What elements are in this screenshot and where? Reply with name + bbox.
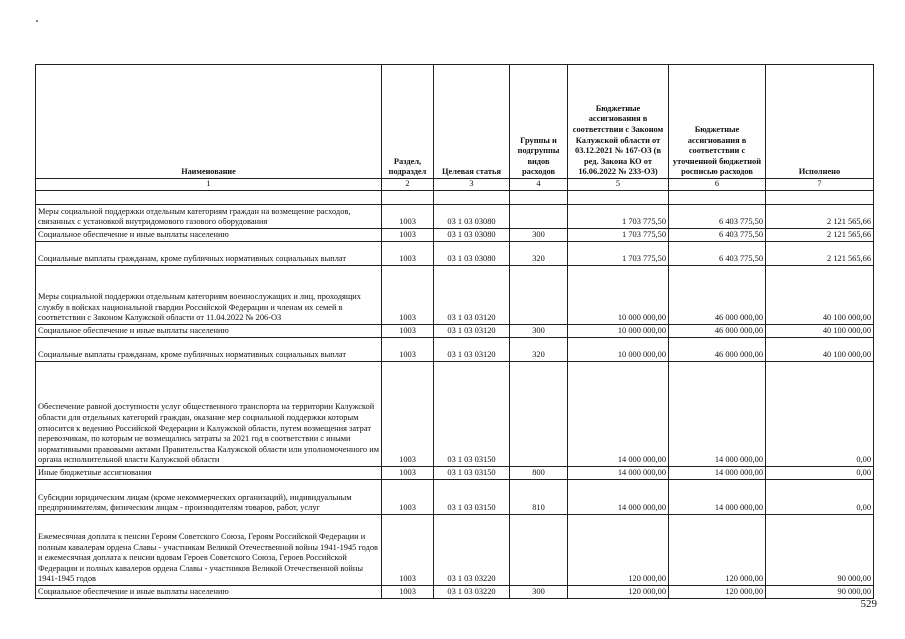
table-cell-group: 300 — [510, 325, 568, 338]
table-cell-assign-refined: 14 000 000,00 — [669, 467, 766, 480]
table-cell-group: 320 — [510, 338, 568, 362]
table-cell-name: Социальное обеспечение и иные выплаты населению — [36, 325, 382, 338]
table-row — [36, 242, 874, 266]
table-header-row — [36, 65, 874, 179]
table-cell-group: 320 — [510, 242, 568, 266]
table-cell-name: Меры социальной поддержки отдельным категориям военнослужащих и лиц, проходящих службу в войсках национальной гвардии Российской Федерации и членам их семей в соответствии с Законом Калужской области от 11.04.2022 № 206-ОЗ — [36, 266, 382, 325]
table-cell-group — [510, 266, 568, 325]
column-number: 2 — [382, 179, 434, 191]
header-target: Целевая статья — [434, 65, 510, 179]
table-cell-assign-refined: 6 403 775,50 — [669, 242, 766, 266]
table-cell-executed: 2 121 565,66 — [766, 242, 874, 266]
table-cell-assign-law: 1 703 775,50 — [568, 242, 669, 266]
table-row — [36, 229, 874, 242]
table-cell-assign-refined: 46 000 000,00 — [669, 338, 766, 362]
table-cell-target: 03 1 03 03080 — [434, 229, 510, 242]
table-cell-section: 1003 — [382, 242, 434, 266]
table-cell-executed: 2 121 565,66 — [766, 205, 874, 229]
header-assign-refined: Бюджетные ассигнования в соответствии с уточненной бюджетной росписью расходов — [669, 65, 766, 179]
scan-speck — [36, 20, 38, 22]
table-cell-assign-law: 14 000 000,00 — [568, 362, 669, 467]
table-cell-group — [510, 205, 568, 229]
header-executed: Исполнено — [766, 65, 874, 179]
table-cell-target: 03 1 03 03080 — [434, 242, 510, 266]
table-cell-group — [510, 362, 568, 467]
table-cell-name: Социальное обеспечение и иные выплаты населению — [36, 229, 382, 242]
header-assign-law: Бюджетные ассигнования в соответствии с Законом Калужской области от 03.12.2021 № 167-ОЗ (в ред. Закона КО от 16.06.2022 № 233-ОЗ) — [568, 65, 669, 179]
table-cell-section: 1003 — [382, 266, 434, 325]
table-row — [36, 467, 874, 480]
table-cell-name: Социальные выплаты гражданам, кроме публичных нормативных социальных выплат — [36, 242, 382, 266]
table-cell-assign-law: 10 000 000,00 — [568, 266, 669, 325]
table-row — [36, 515, 874, 586]
table-cell-name: Социальное обеспечение и иные выплаты населению — [36, 586, 382, 599]
table-cell-section: 1003 — [382, 205, 434, 229]
table-cell-section: 1003 — [382, 362, 434, 467]
table-cell-name: Субсидии юридическим лицам (кроме некоммерческих организаций), индивидуальным предпринимателям, физическим лицам - производителям товаров, работ, услуг — [36, 480, 382, 515]
table-cell-assign-refined: 6 403 775,50 — [669, 229, 766, 242]
table-cell-name: Социальные выплаты гражданам, кроме публичных нормативных социальных выплат — [36, 338, 382, 362]
table-cell-assign-law: 120 000,00 — [568, 515, 669, 586]
table-cell-executed: 40 100 000,00 — [766, 338, 874, 362]
table-cell-group: 300 — [510, 586, 568, 599]
table-cell-assign-refined: 120 000,00 — [669, 515, 766, 586]
table-cell-target: 03 1 03 03150 — [434, 480, 510, 515]
table-cell-assign-law: 120 000,00 — [568, 586, 669, 599]
table-cell-assign-law: 1 703 775,50 — [568, 205, 669, 229]
table-cell-target: 03 1 03 03120 — [434, 266, 510, 325]
table-cell-target: 03 1 03 03220 — [434, 515, 510, 586]
table-cell-name: Обеспечение равной доступности услуг общественного транспорта на территории Калужской области для отдельных категорий граждан, оказание мер социальной поддержки которым относится к ведению Российской Федерации и Калужской области, путем возмещения затрат перевозчикам, по которым не возмещались затраты за 2021 год в соответствии с иными нормативными правовыми актами Правительства Калужской области или уполномоченного им органа исполнительной власти Калужской области — [36, 362, 382, 467]
table-row — [36, 480, 874, 515]
column-number: 5 — [568, 179, 669, 191]
table-cell-target: 03 1 03 03150 — [434, 467, 510, 480]
table-cell-section: 1003 — [382, 229, 434, 242]
table-cell-assign-refined: 6 403 775,50 — [669, 205, 766, 229]
table-cell-section: 1003 — [382, 325, 434, 338]
budget-table — [35, 64, 874, 599]
table-row — [36, 205, 874, 229]
table-cell-assign-law: 1 703 775,50 — [568, 229, 669, 242]
table-cell-name: Иные бюджетные ассигнования — [36, 467, 382, 480]
table-cell-assign-refined: 46 000 000,00 — [669, 266, 766, 325]
table-row — [36, 325, 874, 338]
column-number: 3 — [434, 179, 510, 191]
column-number-row — [36, 179, 874, 191]
table-row — [36, 362, 874, 467]
table-cell-target: 03 1 03 03120 — [434, 325, 510, 338]
table-cell-name: Меры социальной поддержки отдельным категориям граждан на возмещение расходов, связанных с установкой внутридомового газового оборудования — [36, 205, 382, 229]
spacer-row — [36, 191, 874, 205]
table-cell-section: 1003 — [382, 515, 434, 586]
table-cell-assign-refined: 46 000 000,00 — [669, 325, 766, 338]
table-cell-section: 1003 — [382, 338, 434, 362]
header-section: Раздел, подраздел — [382, 65, 434, 179]
table-cell-assign-law: 14 000 000,00 — [568, 467, 669, 480]
table-cell-executed: 0,00 — [766, 467, 874, 480]
table-cell-target: 03 1 03 03120 — [434, 338, 510, 362]
table-cell-assign-law: 14 000 000,00 — [568, 480, 669, 515]
table-cell-section: 1003 — [382, 480, 434, 515]
table-cell-section: 1003 — [382, 586, 434, 599]
table-cell-executed: 40 100 000,00 — [766, 266, 874, 325]
table-cell-group: 810 — [510, 480, 568, 515]
table-cell-target: 03 1 03 03080 — [434, 205, 510, 229]
table-cell-executed: 0,00 — [766, 480, 874, 515]
table-cell-executed: 90 000,00 — [766, 586, 874, 599]
table-cell-target: 03 1 03 03220 — [434, 586, 510, 599]
column-number: 1 — [36, 179, 382, 191]
header-name: Наименование — [36, 65, 382, 179]
table-body — [36, 205, 874, 599]
table-cell-target: 03 1 03 03150 — [434, 362, 510, 467]
table-cell-executed: 90 000,00 — [766, 515, 874, 586]
table-cell-assign-law: 10 000 000,00 — [568, 338, 669, 362]
column-number: 6 — [669, 179, 766, 191]
table-cell-executed: 2 121 565,66 — [766, 229, 874, 242]
table-cell-group — [510, 515, 568, 586]
table-cell-assign-refined: 120 000,00 — [669, 586, 766, 599]
table-row — [36, 266, 874, 325]
column-number: 4 — [510, 179, 568, 191]
column-number: 7 — [766, 179, 874, 191]
table-cell-assign-refined: 14 000 000,00 — [669, 362, 766, 467]
page-number: 529 — [860, 598, 877, 610]
header-groups: Группы и подгруппы видов расходов — [510, 65, 568, 179]
table-cell-assign-refined: 14 000 000,00 — [669, 480, 766, 515]
table-cell-executed: 0,00 — [766, 362, 874, 467]
table-cell-group: 800 — [510, 467, 568, 480]
table-cell-section: 1003 — [382, 467, 434, 480]
table-cell-name: Ежемесячная доплата к пенсии Героям Советского Союза, Героям Российской Федерации и полным кавалерам ордена Славы - участникам Великой Отечественной войны 1941-1945 годов и ежемесячная доплата к пенсии вдовам Героев Советского Союза, Героев Российской Федерации и полных кавалеров ордена Славы - участников Великой Отечественной войны 1941-1945 годов — [36, 515, 382, 586]
table-row — [36, 586, 874, 599]
table-cell-group: 300 — [510, 229, 568, 242]
table-cell-executed: 40 100 000,00 — [766, 325, 874, 338]
table-cell-assign-law: 10 000 000,00 — [568, 325, 669, 338]
table-row — [36, 338, 874, 362]
